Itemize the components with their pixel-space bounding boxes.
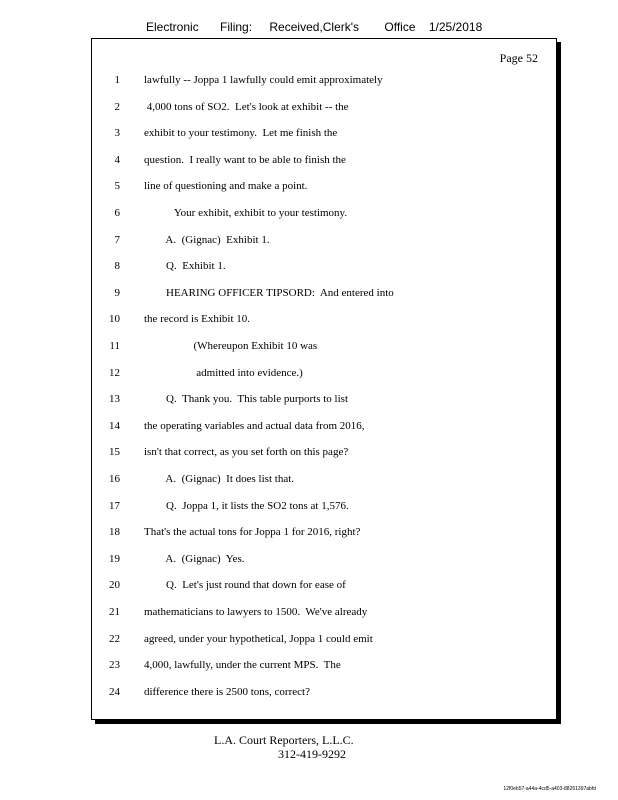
transcript-line xyxy=(92,420,556,436)
line-text: A. (Gignac) Exhibit 1. xyxy=(144,233,270,246)
line-text: the operating variables and actual data from 2016, xyxy=(144,419,365,432)
line-text: Your exhibit, exhibit to your testimony. xyxy=(144,207,348,219)
line-text: (Whereupon Exhibit 10 was xyxy=(144,340,318,352)
line-text: agreed, under your hypothetical, Joppa 1 could emit xyxy=(144,632,373,645)
line-text: 4,000 tons of SO2. Let's look at exhibit -- the xyxy=(144,100,349,113)
line-number: 19 xyxy=(109,552,120,565)
line-text: difference there is 2500 tons, correct? xyxy=(144,685,310,698)
transcript-line xyxy=(92,313,556,329)
line-text: Q. Joppa 1, it lists the SO2 tons at 1,576. xyxy=(144,499,349,512)
transcript-line xyxy=(92,180,556,196)
transcript-line xyxy=(92,260,556,276)
transcript-line xyxy=(92,234,556,250)
footer-phone: 312-419-9292 xyxy=(278,747,346,761)
line-number: 18 xyxy=(109,526,120,539)
filing-stamp-header xyxy=(146,20,482,34)
line-text: 4,000, lawfully, under the current MPS. The xyxy=(144,659,341,672)
line-text: line of questioning and make a point. xyxy=(144,180,308,193)
transcript-line xyxy=(92,127,556,143)
line-number: 16 xyxy=(109,473,120,485)
line-text: mathematicians to lawyers to 1500. We've already xyxy=(144,606,368,618)
line-number: 15 xyxy=(109,446,120,459)
line-number: 17 xyxy=(109,499,120,512)
line-text: HEARING OFFICER TIPSORD: And entered into xyxy=(144,286,394,299)
line-text: isn't that correct, as you set forth on this page? xyxy=(144,446,349,459)
transcript-line xyxy=(92,207,556,223)
line-number: 9 xyxy=(114,286,120,299)
line-text: Q. Exhibit 1. xyxy=(144,260,226,273)
line-number: 21 xyxy=(109,606,120,618)
line-number: 11 xyxy=(109,340,120,352)
header-filing: Filing: xyxy=(220,20,253,34)
line-number: 7 xyxy=(114,233,120,246)
page-number: Page 52 xyxy=(499,51,538,65)
line-text: A. (Gignac) Yes. xyxy=(144,552,245,565)
line-number: 3 xyxy=(114,127,120,140)
line-number: 22 xyxy=(109,632,120,645)
line-text: Q. Thank you. This table purports to list xyxy=(144,393,348,406)
transcript-line xyxy=(92,101,556,117)
line-text: the record is Exhibit 10. xyxy=(144,313,251,326)
line-number: 13 xyxy=(109,393,120,406)
transcript-line xyxy=(92,74,556,90)
line-number: 4 xyxy=(114,153,120,166)
line-text: A. (Gignac) It does list that. xyxy=(144,473,295,485)
line-number: 8 xyxy=(114,260,120,273)
transcript-line xyxy=(92,287,556,303)
transcript-page-frame xyxy=(91,38,557,720)
transcript-line xyxy=(92,659,556,675)
transcript-line xyxy=(92,473,556,489)
transcript-line xyxy=(92,446,556,462)
line-number: 5 xyxy=(114,180,120,193)
transcript-line xyxy=(92,393,556,409)
line-number: 10 xyxy=(109,313,120,326)
transcript-line xyxy=(92,340,556,356)
line-number: 20 xyxy=(109,579,120,592)
line-text: lawfully -- Joppa 1 lawfully could emit approximately xyxy=(144,74,383,86)
line-text: Q. Let's just round that down for ease of xyxy=(144,579,346,592)
transcript-line xyxy=(92,553,556,569)
document-hash: 12f0eb57-a44a-4cd5-a403-88261397abfd xyxy=(503,786,596,792)
transcript-line xyxy=(92,526,556,542)
line-number: 2 xyxy=(114,100,120,113)
header-received: Received,Clerk's xyxy=(269,20,360,34)
line-number: 23 xyxy=(109,659,120,672)
line-number: 1 xyxy=(114,74,120,86)
transcript-line xyxy=(92,686,556,702)
line-number: 14 xyxy=(109,419,120,432)
header-electronic: Electronic xyxy=(146,20,199,34)
line-number: 24 xyxy=(109,685,120,698)
transcript-line xyxy=(92,606,556,622)
line-number: 12 xyxy=(109,366,120,379)
transcript-line xyxy=(92,633,556,649)
transcript-line xyxy=(92,500,556,516)
line-text: That's the actual tons for Joppa 1 for 2016, right? xyxy=(144,526,361,539)
transcript-line xyxy=(92,367,556,383)
transcript-line xyxy=(92,579,556,595)
header-office: Office xyxy=(384,20,416,34)
header-date: 1/25/2018 xyxy=(428,20,483,34)
transcript-line xyxy=(92,154,556,170)
line-text: question. I really want to be able to finish the xyxy=(144,153,346,166)
line-text: exhibit to your testimony. Let me finish the xyxy=(144,127,338,140)
line-text: admitted into evidence.) xyxy=(144,366,303,379)
line-number: 6 xyxy=(114,207,120,219)
footer-company: L.A. Court Reporters, L.L.C. xyxy=(214,733,354,747)
